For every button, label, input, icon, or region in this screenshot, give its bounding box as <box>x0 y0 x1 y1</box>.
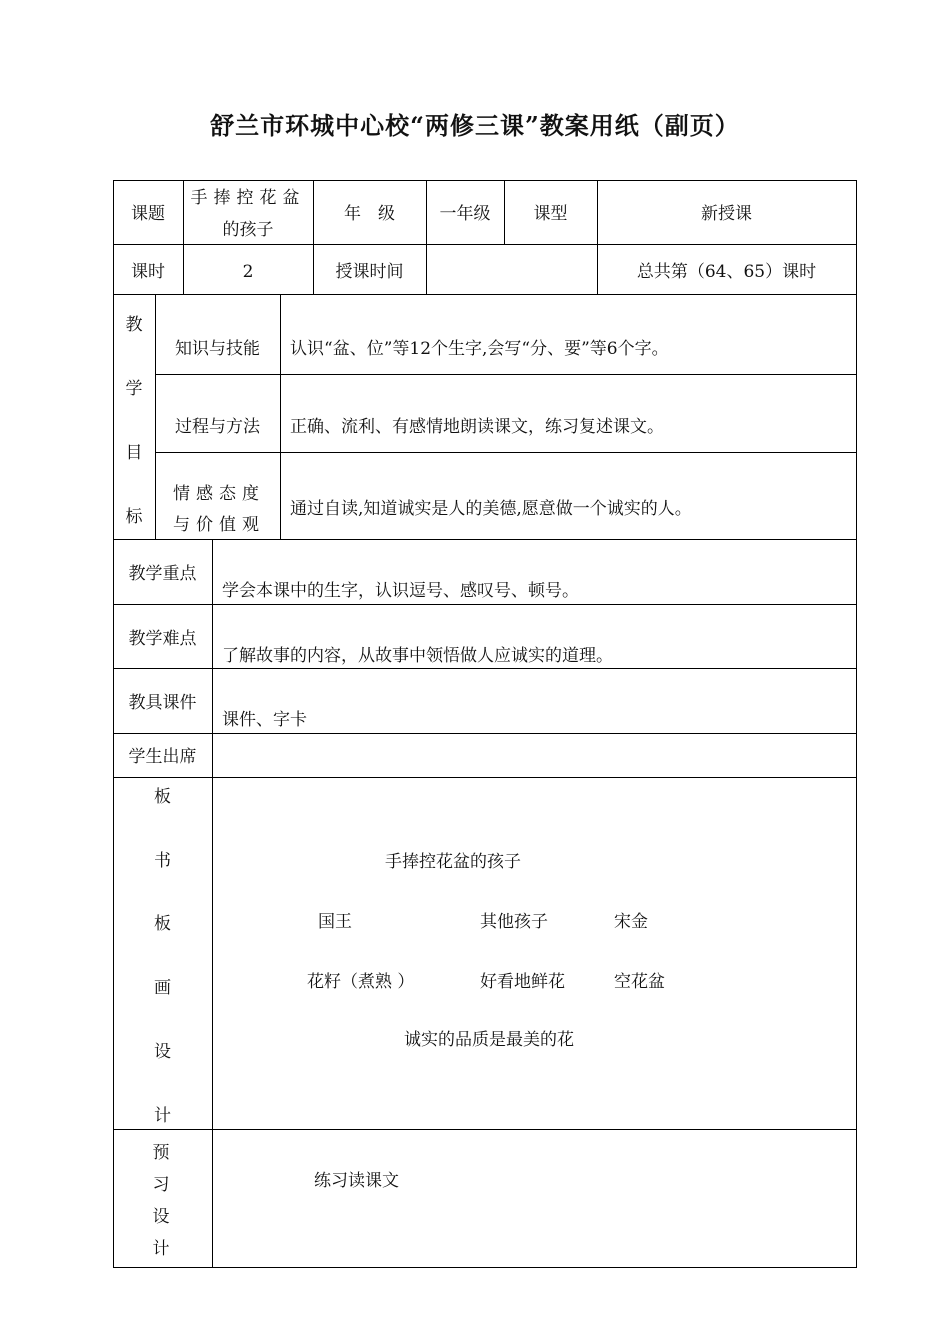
board-char-1: 板 <box>154 787 171 807</box>
board-king: 国王 <box>318 912 352 932</box>
board-conclusion: 诚实的品质是最美的花 <box>404 1030 574 1050</box>
board-char-6: 计 <box>154 1106 171 1126</box>
topic-line-2: 的孩子 <box>222 220 274 240</box>
tools-text: 课件、字卡 <box>222 710 307 730</box>
board-empty-pot: 空花盆 <box>614 972 665 992</box>
tools-label: 教具课件 <box>128 693 197 713</box>
preview-char-2: 习 <box>152 1175 170 1195</box>
difficulty-text: 了解故事的内容，从故事中领悟做人应诚实的道理。 <box>222 646 613 666</box>
board-seeds: 花籽（煮熟 ） <box>307 972 415 992</box>
preview-text: 练习读课文 <box>314 1171 399 1191</box>
preview-char-1: 预 <box>152 1143 170 1163</box>
objectives-char-2: 学 <box>125 379 143 399</box>
grade-value: 一年级 <box>439 204 491 224</box>
total-periods: 总共第（64、65）课时 <box>636 262 817 282</box>
topic-label: 课题 <box>131 204 165 224</box>
board-other-kids: 其他孩子 <box>480 912 548 932</box>
preview-char-4: 计 <box>152 1239 170 1259</box>
period-label: 课时 <box>131 262 165 282</box>
type-label: 课型 <box>533 204 568 224</box>
process-text: 正确、流利、有感情地朗读课文，练习复述课文。 <box>290 417 664 437</box>
objectives-char-1: 教 <box>125 315 143 335</box>
time-label: 授课时间 <box>335 262 404 282</box>
attitude-label-2: 与价值观 <box>173 515 265 535</box>
preview-char-3: 设 <box>152 1207 170 1227</box>
knowledge-text: 认识“盆、位”等12个生字,会写“分、要”等6个字。 <box>290 339 669 359</box>
key-point-text: 学会本课中的生字，认识逗号、感叹号、顿号。 <box>222 581 579 601</box>
grade-label: 年 级 <box>344 204 395 224</box>
board-char-3: 板 <box>154 914 171 934</box>
board-heading: 手捧控花盆的孩子 <box>385 852 521 872</box>
objectives-char-3: 目 <box>125 443 143 463</box>
board-song-jin: 宋金 <box>614 912 648 932</box>
period-value: 2 <box>242 262 254 282</box>
topic-line-1: 手捧控花盆 <box>190 188 306 208</box>
page-title: 舒兰市环城中心校“两修三课”教案用纸（副页） <box>210 111 740 140</box>
objectives-char-4: 标 <box>125 507 143 527</box>
attitude-label-1: 情感态度 <box>173 484 265 504</box>
key-point-label: 教学重点 <box>128 564 197 584</box>
process-label: 过程与方法 <box>175 417 260 437</box>
type-value: 新授课 <box>701 204 752 224</box>
board-char-5: 设 <box>154 1042 171 1062</box>
difficulty-label: 教学难点 <box>128 629 197 649</box>
board-char-2: 书 <box>154 851 171 871</box>
board-fresh-flowers: 好看地鲜花 <box>480 972 565 992</box>
board-char-4: 画 <box>154 978 171 998</box>
knowledge-label: 知识与技能 <box>175 339 260 359</box>
attitude-text: 通过自读,知道诚实是人的美德,愿意做一个诚实的人。 <box>290 499 692 519</box>
attendance-label: 学生出席 <box>128 747 197 767</box>
